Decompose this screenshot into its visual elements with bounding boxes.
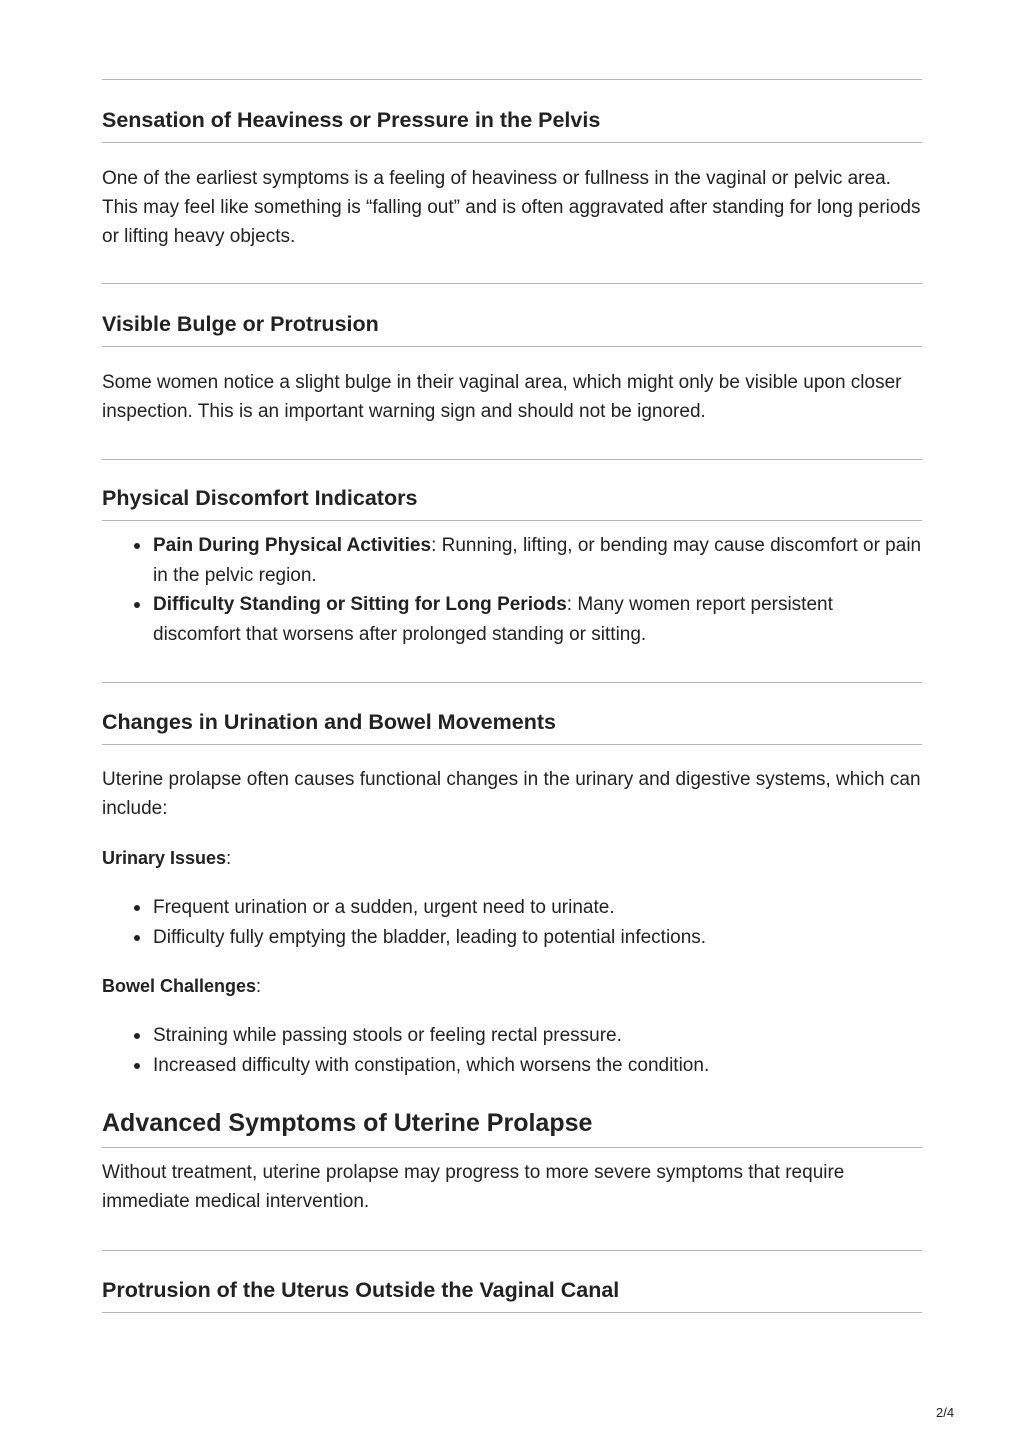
heading-underline: [102, 346, 922, 347]
bullet-icon: [134, 1033, 140, 1039]
list-item: [102, 1051, 922, 1081]
heading-changes: Changes in Urination and Bowel Movements: [102, 710, 556, 734]
bullet-icon: [134, 905, 140, 911]
urinary-issues-term: Urinary Issues: [102, 848, 227, 868]
section-divider: [102, 79, 922, 80]
bowel-challenges-term: Bowel Challenges: [102, 976, 257, 996]
paragraph-changes: Uterine prolapse often causes functional changes in the urinary and digestive systems, which can include:: [102, 769, 921, 819]
list-item: [102, 923, 922, 953]
list-item-text: Difficulty fully emptying the bladder, leading to potential infections.: [153, 926, 707, 948]
heading-discomfort: Physical Discomfort Indicators: [102, 486, 418, 510]
list-item: [102, 893, 922, 923]
discomfort-list: [102, 531, 922, 649]
urinary-issues-label: [102, 844, 231, 872]
paragraph-bulge: Some women notice a slight bulge in their vaginal area, which might only be visible upon closer inspection. This is an important warning sign and should not be ignored.: [102, 372, 902, 422]
list-item: [102, 590, 922, 649]
heading-underline: [102, 520, 922, 521]
bullet-icon: [134, 1063, 140, 1069]
section-divider: [102, 1250, 922, 1251]
list-item-text: Straining while passing stools or feeling rectal pressure.: [153, 1025, 622, 1046]
heading-heaviness: Sensation of Heaviness or Pressure in the Pelvis: [102, 108, 601, 132]
bullet-icon: [134, 935, 140, 941]
bowel-challenges-label: [102, 972, 261, 1000]
section-divider: [102, 283, 922, 284]
label-colon: :: [226, 848, 232, 868]
heading-underline: [102, 142, 922, 143]
list-item-term: Pain During Physical Activities: [153, 535, 432, 556]
list-item-term: Difficulty Standing or Sitting for Long Periods: [153, 594, 567, 615]
heading-underline: [102, 1147, 922, 1148]
heading-protrusion: Protrusion of the Uterus Outside the Vaginal Canal: [102, 1278, 620, 1302]
heading-bulge: Visible Bulge or Protrusion: [102, 312, 379, 336]
paragraph-heaviness: One of the earliest symptoms is a feeling of heaviness or fullness in the vaginal or pelvic area. This may feel like something is “falling out” and is often aggravated after standing for long periods or lifting heavy objects.: [102, 168, 921, 247]
list-item-text: Frequent urination or a sudden, urgent need to urinate.: [153, 897, 615, 918]
heading-advanced: Advanced Symptoms of Uterine Prolapse: [102, 1109, 593, 1137]
list-item-text: : Many women report persistent discomfort that worsens after prolonged standing or sitting.: [153, 594, 833, 645]
bullet-icon: [134, 602, 140, 608]
section-divider: [102, 459, 922, 460]
page-number: 2/4: [936, 1405, 955, 1420]
list-item-text: : Running, lifting, or bending may cause discomfort or pain in the pelvic region.: [153, 535, 922, 586]
bullet-icon: [134, 543, 140, 549]
list-item-text: Increased difficulty with constipation, which worsens the condition.: [153, 1054, 710, 1076]
heading-underline: [102, 1312, 922, 1313]
urinary-issues-list: [102, 893, 922, 952]
bowel-challenges-list: [102, 1021, 922, 1080]
list-item: [102, 1021, 922, 1051]
paragraph-advanced: Without treatment, uterine prolapse may progress to more severe symptoms that require immediate medical intervention.: [102, 1162, 845, 1212]
list-item: [102, 531, 922, 590]
section-divider: [102, 682, 922, 683]
heading-underline: [102, 744, 922, 745]
label-colon: :: [256, 976, 262, 996]
